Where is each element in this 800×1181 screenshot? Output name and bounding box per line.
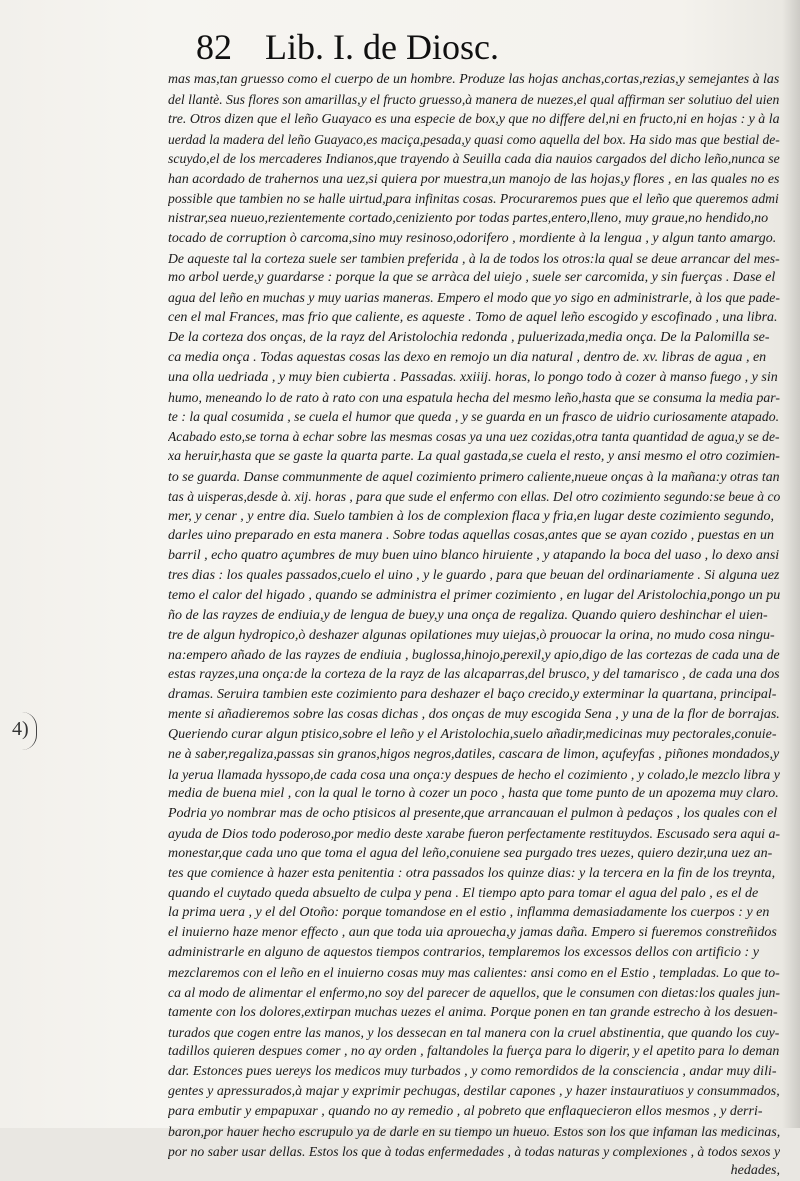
text-line: ca al modo de alimentar el enfermo,no soy del parecer de aquellos, que le consumen con dietas:los quales jun- [168, 984, 780, 1000]
text-line: mente si añadieremos sobre las cosas dichas , dos onças de muy escogida Sena , y una de la flor de borrajas. [168, 707, 780, 722]
text-line: to se guarda. Danse communmente de aquel cozimiento primero caliente,nueue onças à la mañana:y otras tan [168, 468, 780, 484]
text-line: De aqueste tal la corteza suele ser tambien preferida , à la de todos los otros:la qual se deue arrancar del mes- [168, 250, 780, 266]
text-line: tas à uisperas,desde à. xij. horas , para que sude el enfermo con ellas. Del otro cozimiento segundo:se beue à co [168, 488, 780, 504]
text-line: del llantè. Sus flores son amarillas,y el fructo gruesso,à manera de nuezes,el qual affirman ser solutiuo del uien [168, 91, 780, 107]
text-line: te : la qual cosumida , se cuela el humor que queda , y se guarda en un frasco de uidrio curiosamente atapado. [168, 409, 780, 425]
text-line: tocado de corruption ò carcoma,sino muy resinoso,odorifero , mordiente à la lengua , y algun tanto amargo. [168, 230, 777, 246]
text-line: administrarle en alguno de aquestos tiempos contrarios, templaremos los excessos dellos con artificio : y [168, 945, 759, 961]
text-line: xa heruir,hasta que se gaste la quarta parte. La qual gastada,se cuela el resto, y ansi mesmo el otro cozimien- [168, 449, 780, 465]
text-line: mezclaremos con el leño en el inuierno cosas muy mas calientes: ansi como en el Estio , templadas. Lo que to- [168, 964, 780, 980]
text-line: estas rayzes,una onça:de la corteza de la rayz de las alcaparras,del brusco, y del tamarisco , de cada una dos [168, 667, 780, 683]
text-line: nistrar,sea nueuo,rezientemente cortado,ceniziento por todas partes,entero,lleno, muy graue,no hendido,no [168, 210, 769, 226]
text-line: agua del leño en muchas y muy uarias maneras. Empero el modo que yo sigo en administrarle, à los que pade- [168, 290, 780, 306]
text-line: la prima uera , y el del Otoño: porque tomandose en el estio , inflamma demasiadamente los cuerpos : y en [168, 905, 770, 921]
text-line: para embutir y empapuxar , quando no ay remedio , al pobreto que enflaquecieron ellos mesmos , y derri- [168, 1103, 763, 1119]
text-line: gentes y apressurados,à majar y exprimir pechugas, destilar capones , y hazer instauratiuos y consummados, [168, 1084, 780, 1100]
text-line: Podria yo nombrar mas de ocho ptisicos al presente,que arrancauan el pulmon à pedaços , los quales con el [168, 806, 778, 822]
text-line: por no saber usar dellas. Estos los que à todas enfermedades , à todas naturas y complexiones , à todos sexos y [168, 1143, 780, 1159]
text-line: monestar,que cada uno que toma el agua del leño,conuiene sea purgado tres uezes, quiero dezir,una uez an- [168, 845, 773, 861]
text-line: mas mas,tan gruesso como el cuerpo de un hombre. Produze las hojas anchas,cortas,rezias,y semejantes à las [168, 72, 780, 87]
text-line: media de buena miel , con la qual le torno à cozer un poco , hasta que tome punto de un apozema muy claro. [168, 786, 779, 802]
text-line: scuydo,el de los mercaderes Indianos,que trayendo à Seuilla cada dia nauios cargados del dicho leño,nunca se [168, 151, 780, 167]
text-line: De la corteza dos onças, de la rayz del Aristolochia redonda , puluerizada,media onça. De la Palomilla se- [168, 329, 770, 345]
text-line: quando el cuytado queda absuelto de culpa y pena . El tiempo apto para tomar el agua del palo , es el de [168, 885, 759, 901]
text-line: dramas. Seruira tambien este cozimiento para deshazer el baço crecido,y exterminar la quartana, principal- [168, 687, 777, 703]
text-line: mer, y cenar , y entre dia. Suelo tambien à los de complexion flaca y fria,en lugar deste cozimiento segundo, [168, 508, 775, 524]
text-line: barril , echo quatro açumbres de muy buen uino blanco hiruiente , y atapando la boca del uaso , lo dexo ansi [168, 548, 780, 564]
text-line: temo el calor del higado , quando se administra el primer cozimiento , en lugar del Aristolochia,pongo un pu [168, 587, 780, 603]
running-title: Lib. I. de Diosc. [265, 27, 499, 67]
text-line: cen el mal Frances, mas frio que caliente, es aqueste . Tomo de aquel leño escogido y escofinado , una libra. [168, 310, 778, 326]
text-line: ca media onça . Todas aquestas cosas las dexo en remojo un dia natural , dentro de. xv. libras de agua , en [168, 349, 767, 365]
text-line: tamente con los dolores,extirpan muchas uezes el anima. Porque ponen en tan grande estrecho à los desuen- [168, 1004, 778, 1020]
text-line: turados que cogen entre las manos, y los dessecan en tal manera con la cruel abstinentia, que quando los cuy- [168, 1024, 780, 1040]
text-line: ayuda de Dios todo poderoso,por medio deste xarabe fueron perfectamente restituydos. Escusado sera aqui a- [168, 826, 780, 842]
handwritten-margin-mark: 4) [12, 718, 29, 740]
text-line: baron,por hauer hecho escrupulo ya de darle en su tiempo un hueuo. Estos son los que infaman las medicinas, [168, 1123, 780, 1139]
text-line: humo, meneando lo de rato à rato con una espatula hecha del mesmo leño,hasta que se consuma la media par- [168, 389, 780, 405]
text-line: tre de algun hydropico,ò deshazer algunas opilationes muy uiejas,ò prouocar la orina, no mudo cosa ningu- [168, 627, 775, 643]
text-line: tadillos quieren despues comer , no ay orden , faltandoles la fuerça para lo digerir, y el apetito para lo deman [168, 1044, 780, 1060]
text-line: han acordado de trahernos una uez,si quiera por muestra,un manojo de las hojas,y flores , en las quales no es [168, 171, 780, 187]
text-line: el inuierno haze menor effecto , aun que toda uia aprouecha,y jamas daña. Empero si fueremos constreñidos [168, 925, 777, 941]
text-line: una olla uedriada , y muy bien cubierta . Passadas. xxiiij. horas, lo pongo todo à cozer à manso fuego , y sin [168, 369, 778, 385]
text-line: Acabado esto,se torna à echar sobre las mesmas cosas ya una uez cozidas,otra tanta quantidad de agua,y se de- [168, 429, 780, 445]
text-line: tres dias : los quales passados,cuelo el uino , y le guardo , para que beuan del ordinariamente . Si alguna uez [168, 568, 780, 584]
page-header [196, 26, 499, 68]
text-line: ño de las rayzes de endiuia,y de lengua de buey,y una onça de regaliza. Quando quiero deshinchar el uien- [168, 607, 768, 623]
page-edge-shadow [782, 0, 800, 1128]
text-line: la yerua llamada hyssopo,de cada cosa una onça:y despues de hecho el cozimiento , y colado,le mezclo libra y [168, 766, 780, 782]
page-number: 82 [196, 27, 232, 67]
text-line: dar. Estonces pues uereys los medicos muy turbados , y como remordidos de la consciencia , andar muy dili- [168, 1064, 777, 1080]
text-line: tre. Otros dizen que el leño Guayaco es una especie de box,y que no differe del,ni en fructo,ni en hojas : y à la [168, 111, 780, 127]
body-text [168, 70, 780, 1181]
text-line: darles uino preparado en esta manera . Sobre todas aquellas cosas,antes que se ayan cozido , puestas en un [168, 528, 774, 544]
text-line: uerdad la madera del leño Guayaco,es maciça,pesada,y quasi como aquella del box. Ha sido mas que bestial de- [168, 131, 780, 147]
text-line: hedades, [730, 1163, 780, 1179]
text-line: Queriendo curar algun ptisico,sobre el leño y el Aristolochia,suelo añadir,medicinas muy pectorales,conuie- [168, 726, 777, 742]
text-line: possible que tambien no se halle uirtud,para infinitas cosas. Procuraremos pues que el leño que queremos admi [168, 191, 779, 207]
text-line: mo arbol uerde,y guardarse : porque la que se arràca del uiejo , suele ser carcomida, y sin fuerças . Dase el [168, 270, 776, 286]
text-line: na:empero añado de las rayzes de endiuia , buglossa,hinojo,perexil,y apio,digo de las cortezas de cada una de [168, 647, 780, 663]
text-line: ne à saber,regaliza,passas sin granos,higos negros,datiles, cascara de limon, açufeyfas , piñones mondados,y [168, 746, 780, 762]
text-line: tes que comience à hazer esta penitentia : otra passados los quinze dias: y la tercera en la fin de los treynta, [168, 865, 776, 881]
